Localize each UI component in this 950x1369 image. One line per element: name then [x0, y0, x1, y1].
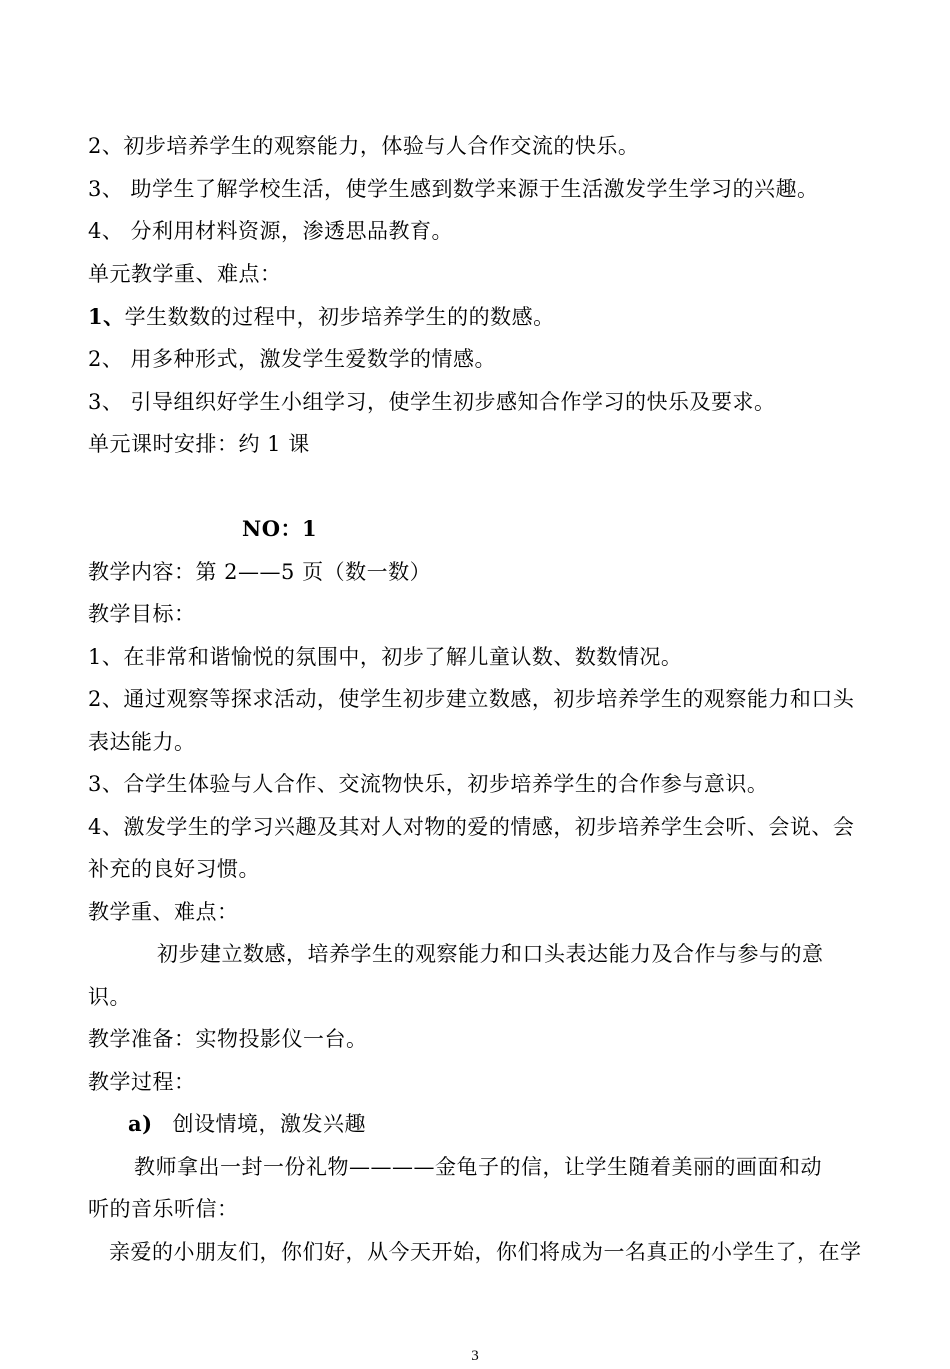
teaching-prep: 教学准备：实物投影仪一台。 [88, 1027, 368, 1051]
objectives-heading: 教学目标： [88, 602, 196, 626]
process-step-a [128, 1109, 880, 1139]
difficulty-heading: 教学重、难点： [88, 900, 239, 924]
narrative-line-2: 听的音乐听信： [88, 1197, 239, 1221]
objective-4-line-1: 4、激发学生的学习兴趣及其对人对物的爱的情感，初步培养学生会听、会说、会 [88, 815, 855, 839]
objective-4-line-2: 补充的良好习惯。 [88, 857, 260, 881]
objective-1: 1、在非常和谐愉悦的氛围中，初步了解儿童认数、数数情况。 [88, 645, 683, 669]
objective-2-line-1: 2、通过观察等探求活动，使学生初步建立数感，初步培养学生的观察能力和口头 [88, 687, 855, 711]
unit-goal-4: 4、 分利用材料资源，渗透思品教育。 [88, 219, 454, 243]
narrative-line-1: 教师拿出一封一份礼物————金龟子的信，让学生随着美丽的画面和动 [134, 1155, 822, 1179]
step-text: 创设情境，激发兴趣 [172, 1112, 367, 1136]
objective-2-line-2: 表达能力。 [88, 730, 196, 754]
key-points-heading: 单元教学重、难点： [88, 262, 282, 286]
lesson-number: NO：1 [242, 516, 318, 541]
unit-goal-2: 2、初步培养学生的观察能力，体验与人合作交流的快乐。 [88, 134, 640, 158]
key-point-1-text: 学生数数的过程中，初步培养学生的的数感。 [124, 305, 555, 329]
difficulty-line-2: 识。 [88, 985, 131, 1009]
unit-goal-3: 3、 助学生了解学校生活，使学生感到数学来源于生活激发学生学习的兴趣。 [88, 177, 819, 201]
schedule: 单元课时安排：约 1 课 [88, 432, 310, 456]
key-point-1-number: 1、 [88, 304, 125, 329]
teaching-content: 教学内容：第 2——5 页（数一数） [88, 560, 432, 584]
objective-3: 3、合学生体验与人合作、交流物快乐，初步培养学生的合作参与意识。 [88, 772, 769, 796]
letter-line-1: 亲爱的小朋友们，你们好，从今天开始，你们将成为一名真正的小学生了，在学 [109, 1240, 862, 1264]
step-label: a) [128, 1111, 153, 1136]
difficulty-line-1: 初步建立数感，培养学生的观察能力和口头表达能力及合作与参与的意 [157, 942, 824, 966]
key-point-1 [88, 302, 880, 332]
key-point-2: 2、 用多种形式，激发学生爱数学的情感。 [88, 347, 497, 371]
process-heading: 教学过程： [88, 1070, 196, 1094]
page-number: 3 [471, 1348, 479, 1364]
key-point-3: 3、 引导组织好学生小组学习，使学生初步感知合作学习的快乐及要求。 [88, 390, 776, 414]
